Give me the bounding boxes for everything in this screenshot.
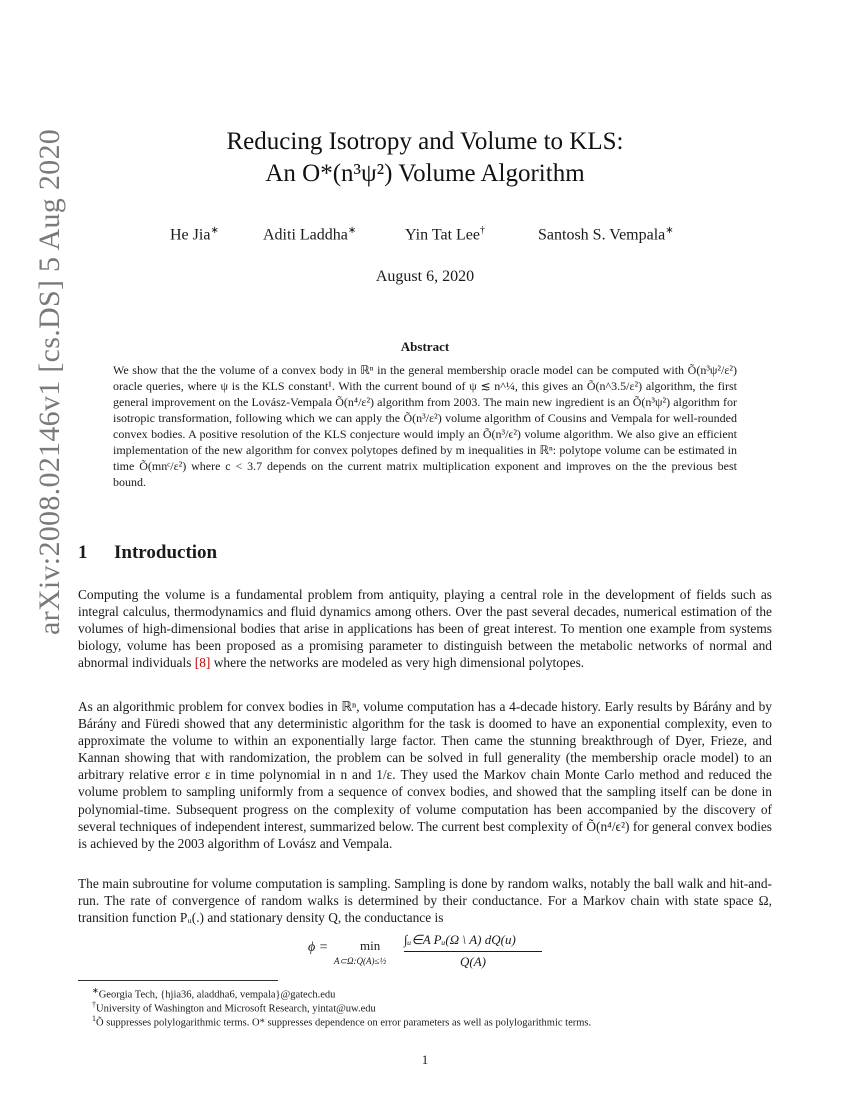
author-name: Santosh S. Vempala: [538, 226, 666, 244]
paper-title-line-1: Reducing Isotropy and Volume to KLS:: [226, 128, 624, 155]
equation-lhs: ϕ =: [308, 940, 329, 955]
citation-link[interactable]: [8]: [194, 655, 211, 671]
equation-min-operator: min: [360, 938, 381, 953]
author-list: [0, 225, 850, 247]
author-name: Aditi Laddha: [263, 226, 348, 244]
footnote-text: University of Washington and Microsoft Research, yintat@uw.edu: [96, 1003, 376, 1015]
abstract-heading: Abstract: [400, 339, 450, 354]
intro-paragraph-1: [78, 586, 772, 671]
footnote: [92, 1012, 591, 1030]
author: [263, 225, 356, 244]
footnote-mark: †: [92, 1000, 96, 1009]
page-number: 1: [421, 1052, 429, 1067]
section-number: 1: [78, 542, 88, 563]
section-heading: [78, 542, 217, 564]
equation-denominator: Q(A): [460, 954, 486, 969]
paragraph-text: where the networks are modeled as very high dimensional polytopes.: [210, 655, 585, 671]
paragraph-text: Computing the volume is a fundamental problem from antiquity, playing a central role in the development of fields such as integral calculus, thermodynamics and fluid dynamics among others. Over the past several decades, numerical estimation of the volumes of high-dimensional bodies that arise in applications has been of great interest. To mention one example from systems biology, volume has been proposed as a promising parameter to distinguish between the metabolic networks of normal and abnormal individuals: [78, 587, 772, 671]
section-title: Introduction: [114, 542, 218, 563]
equation-numerator: ∫ᵤ∈A Pᵤ(Ω \ A) dQ(u): [404, 932, 516, 947]
author-affiliation-mark: ∗: [210, 225, 219, 236]
equation-min-subscript: A⊂Ω:Q(A)≤½: [334, 956, 387, 966]
footnote-mark: ∗: [92, 986, 99, 995]
conductance-equation: [0, 930, 850, 974]
intro-paragraph-2: As an algorithmic problem for convex bodies in ℝⁿ, volume computation has a 4-decade history. Early results by Bárány and by Bárány and Füredi showed that any deterministic algorithm for the task is doomed to have an exponential complexity, even to approximate the volume to within an exponentially large factor. Then came the stunning breakthrough of Dyer, Frieze, and Kannan showing that with randomization, the problem can be solved in full generality (the membership oracle model) to an arbitrary relative error ε in time polynomial in n and 1/ε. They used the Markov chain Monte Carlo method and reduced the volume problem to sampling uniformly from a sequence of convex bodies, and showed that the sampling itself can be done in polynomial-time. Subsequent progress on the complexity of volume computation has been accompanied by the discovery of several techniques of independent interest, summarized below. The current best complexity of Õ(n⁴/ϵ²) for general convex bodies is achieved by the 2003 algorithm of Lovász and Vempala.: [78, 699, 772, 851]
author-name: Yin Tat Lee: [405, 226, 481, 244]
footnote-mark: 1: [92, 1014, 96, 1023]
author-affiliation-mark: ∗: [347, 225, 357, 236]
equation-fraction-bar: [404, 951, 542, 952]
author: [405, 225, 485, 244]
footnote-divider: [78, 980, 278, 981]
paper-title-line-2: An O*(n³ψ²) Volume Algorithm: [265, 160, 585, 187]
abstract-body: We show that the the volume of a convex body in ℝⁿ in the general membership oracle model can be computed with Õ(n³ψ²/ε²) oracle queries, where ψ is the KLS constant¹. With the current bound of ψ ≲ n^¼, this gives an Õ(n^3.5/ε²) algorithm, the first general improvement on the Lovász-Vempala Õ(n⁴/ε²) algorithm from 2003. The main new ingredient is an Õ(n³ψ²) algorithm for isotropic transformation, following which we can apply the Õ(n³/ε²) volume algorithm of Cousins and Vempala for well-rounded convex bodies. A positive resolution of the KLS conjecture would imply an Õ(n³/ϵ²) volume algorithm. We also give an efficient implementation of the new algorithm for convex polytopes defined by m inequalities in ℝⁿ: polytope volume can be estimated in time Õ(mnᶜ/ε²) where c < 3.7 depends on the current matrix multiplication exponent and improves on the the previous best bound.: [113, 363, 737, 489]
author-affiliation-mark: ∗: [665, 225, 674, 236]
paper-date: August 6, 2020: [375, 268, 475, 285]
footnote-text: Georgia Tech, {hjia36, aladdha6, vempala}@gatech.edu: [98, 989, 336, 1001]
intro-paragraph-3: The main subroutine for volume computation is sampling. Sampling is done by random walks, notably the ball walk and hit-and-run. The rate of convergence of random walks is determined by their conductance. For a Markov chain with state space Ω, transition function Pᵤ(.) and stationary density Q, the conductance is: [78, 876, 772, 926]
author-name: He Jia: [170, 226, 211, 244]
author-affiliation-mark: †: [480, 225, 486, 236]
arxiv-side-stamp: arXiv:2008.02146v1 [cs.DS] 5 Aug 2020: [33, 128, 66, 635]
author: [538, 225, 674, 244]
author: [170, 225, 219, 244]
footnote-text: Õ suppresses polylogarithmic terms. O* suppresses dependence on error parameters as well as polylogarithmic terms.: [96, 1017, 592, 1029]
